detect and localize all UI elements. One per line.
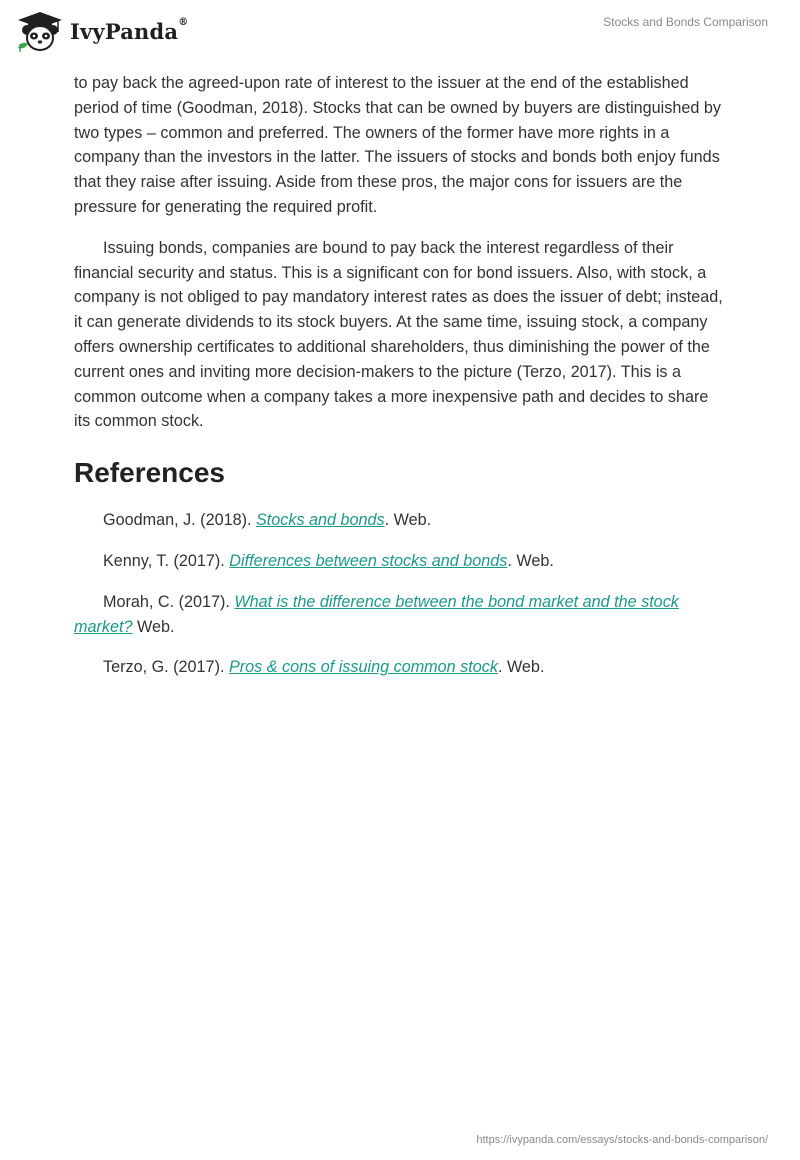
- reference-item: [74, 508, 724, 533]
- body-paragraph: Issuing bonds, companies are bound to pay back the interest regardless of their financial security and status. This is a significant con for bond issuers. Also, with stock, a company is not obliged to pay mandatory interest rates as does the issuer of debt; instead, it can generate dividends to its stock buyers. At the same time, issuing stock, a company offers ownership certificates to additional shareholders, thus diminishing the power of the current ones and inviting more decision-makers to the picture (Terzo, 2017). This is a common outcome when a company takes a more inexpensive path and decides to share its common stock.: [74, 238, 723, 431]
- essay-content: [74, 71, 724, 696]
- reference-prefix: Morah, C. (2017).: [103, 592, 235, 611]
- reference-prefix: Terzo, G. (2017).: [103, 658, 229, 677]
- source-url[interactable]: https://ivypanda.com/essays/stocks-and-bonds-comparison/: [476, 1134, 768, 1146]
- reference-link[interactable]: Differences between stocks and bonds: [229, 551, 508, 570]
- page-header: [0, 0, 800, 60]
- panda-graduate-icon: [16, 10, 64, 52]
- reference-link[interactable]: What is the difference between the bond market and the stock market?: [74, 592, 679, 636]
- brand-name: IvyPanda®: [70, 16, 189, 44]
- reference-suffix: . Web.: [497, 658, 545, 677]
- ivypanda-logo[interactable]: [16, 10, 188, 52]
- reference-suffix: . Web.: [507, 551, 554, 570]
- reference-link[interactable]: Stocks and bonds: [255, 511, 385, 530]
- body-paragraph: to pay back the agreed-upon rate of interest to the issuer at the end of the established period of time (Goodman, 2018). Stocks that can be owned by buyers are distinguished by two types – common and preferred. The owners of the former have more rights in a company than the investors in the latter. The issuers of stocks and bonds both enjoy funds that they raise after issuing. Aside from these pros, the major cons for issuers are the pressure for generating the required profit.: [74, 74, 721, 216]
- reference-link[interactable]: Pros & cons of issuing common stock: [228, 658, 498, 677]
- reference-suffix: . Web.: [384, 511, 432, 530]
- reference-prefix: Kenny, T. (2017).: [103, 551, 230, 570]
- references-heading: References: [74, 457, 225, 489]
- registered-mark: ®: [178, 16, 189, 28]
- reference-suffix: Web.: [132, 617, 175, 636]
- reference-item: [74, 549, 724, 574]
- reference-item: [74, 590, 724, 640]
- reference-item: [74, 655, 724, 680]
- document-title: Stocks and Bonds Comparison: [603, 15, 768, 29]
- reference-prefix: Goodman, J. (2018).: [103, 511, 256, 530]
